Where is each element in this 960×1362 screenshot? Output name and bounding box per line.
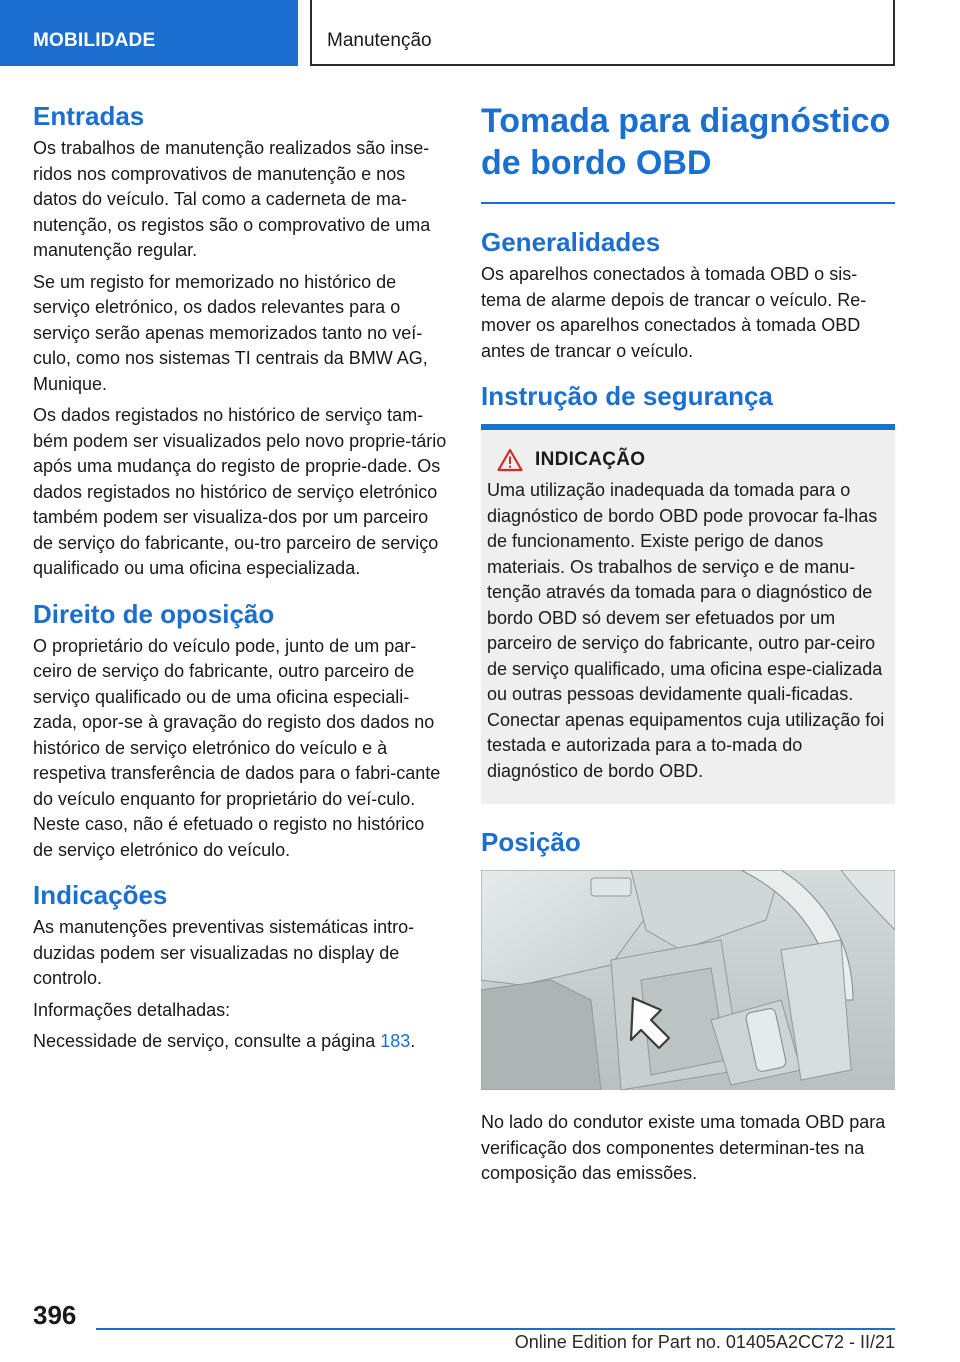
notice-box <box>481 424 895 804</box>
footwell-drawing <box>481 870 895 1090</box>
paragraph-direito-1: O proprietário do veículo pode, junto de um par-ceiro de serviço do fabricante, outro parceiro de serviço qualificado ou de uma oficina especiali-zada, opor-se à gravação do registo dos dados no histórico de serviço eletrónico do veículo e à respetiva transferência de dados para o fabri-cante do veículo enquanto for proprietário do veí-culo. Neste caso, não é efetuado o registo no histórico de serviço eletrónico do veículo. <box>33 635 441 860</box>
right-column <box>481 100 895 1193</box>
title-rule <box>481 202 895 204</box>
reference-text: Necessidade de serviço, consulte a página <box>33 1031 381 1051</box>
chapter-tab <box>0 0 298 66</box>
warning-triangle-icon <box>497 448 523 472</box>
page-reference-link[interactable]: 183 <box>380 1031 411 1051</box>
paragraph-page-reference <box>33 1029 447 1055</box>
section-label: Manutenção <box>327 30 432 51</box>
paragraph-entradas-2: Se um registo for memorizado no histórico de serviço eletrónico, os dados relevantes para o serviço serão apenas memorizados tanto no veí-culo, como nos sistemas TI centrais da BMW AG, Munique. <box>33 271 428 394</box>
paragraph-entradas-1: Os trabalhos de manutenção realizados são inse-ridos nos comprovativos de manutenção e nos datos do veículo. Tal como a caderneta de ma-nutenção, os registos são o comprovativo de uma manutenção regular. <box>33 138 431 260</box>
paragraph-entradas-3: Os dados registados no histórico de serviço tam-bém podem ser visualizados pelo novo proprie-tário após uma mudança do registo de proprie-dade. Os dados registados no histórico de serviço eletrónico também podem ser visualiza-dos por um parceiro de serviço do fabricante, ou-tro parceiro de serviço qualificado ou uma oficina especializada. <box>33 405 447 578</box>
heading-generalidades: Generalidades <box>481 227 661 257</box>
heading-instrucao-seguranca: Instrução de segurança <box>481 381 773 411</box>
notice-header <box>487 448 889 472</box>
paragraph-indicacoes-2: Informações detalhadas: <box>33 999 231 1020</box>
heading-direito-oposicao: Direito de oposição <box>33 598 275 629</box>
heading-entradas: Entradas <box>33 101 145 131</box>
obd-position-illustration <box>481 870 895 1090</box>
page-number: 396 <box>33 1300 77 1330</box>
footer-rule <box>96 1328 895 1330</box>
reference-end: . <box>410 1031 416 1051</box>
heading-indicacoes: Indicações <box>33 880 168 910</box>
edition-footer: Online Edition for Part no. 01405A2CC72 - II/21 <box>514 1332 895 1352</box>
notice-text: Uma utilização inadequada da tomada para o diagnóstico de bordo OBD pode provocar fa-lhas de funcionamento. Existe perigo de danos materiais. Os trabalhos de serviço e de manu-tenção através da tomada para o diagnóstico de bordo OBD só devem ser efetuados por um parceiro de serviço do fabricante, outro par-ceiro de serviço qualificado, uma oficina espe-cializada ou outras pessoas devidamente quali-ficadas. Conectar apenas equipamentos cuja utilização foi testada e autorizada para a to-mada do diagnóstico de bordo OBD. <box>487 480 885 781</box>
heading-posicao: Posição <box>481 827 581 857</box>
left-column <box>33 100 447 1061</box>
chapter-label: MOBILIDADE <box>33 30 156 51</box>
paragraph-generalidades: Os aparelhos conectados à tomada OBD o sis-tema de alarme depois de trancar o veículo. Re-mover os aparelhos conectados à tomada OBD antes de trancar o veículo. <box>481 264 867 361</box>
paragraph-indicacoes-1: As manutenções preventivas sistemáticas intro-duzidas podem ser visualizadas no display de controlo. <box>33 917 415 988</box>
section-header <box>310 0 895 66</box>
page-title: Tomada para diagnóstico de bordo OBD <box>481 102 891 182</box>
paragraph-posicao: No lado do condutor existe uma tomada OBD para verificação dos componentes determinan-tes na composição das emissões. <box>481 1112 886 1183</box>
notice-title: INDICAÇÃO <box>535 449 646 470</box>
